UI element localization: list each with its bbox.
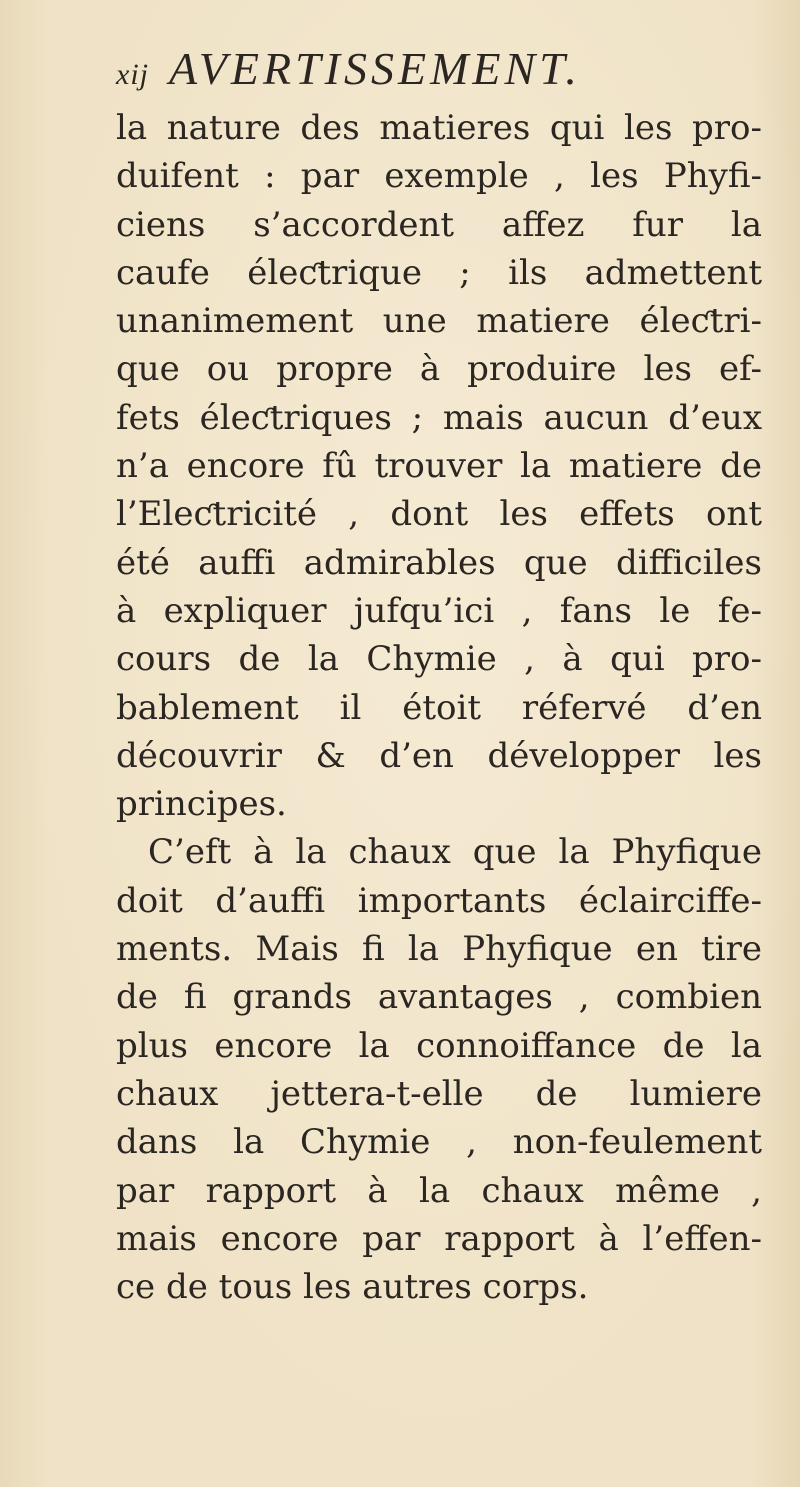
text-line: plus encore la connoiffance de la [116, 1025, 762, 1066]
text-line: l’Eleƈtricité , dont les effets ont [116, 494, 762, 535]
text-line: duifent : par exemple , les Phyfi- [116, 156, 762, 197]
text-line: mais encore par rapport à l’effen- [116, 1218, 762, 1259]
text-line: ce de tous les autres corps. [116, 1267, 589, 1308]
text-line: fets éleƈtriques ; mais aucun d’eux [116, 397, 762, 438]
text-line: bablement il étoit réfervé d’en [116, 687, 762, 728]
text-line: que ou propre à produire les ef- [116, 349, 762, 390]
page-header [116, 42, 581, 102]
text-line: doit d’auffi importants éclairciffe- [116, 880, 762, 921]
body-text [116, 104, 762, 1311]
text-line: principes. [116, 784, 287, 825]
text-line: dans la Chymie , non-feulement [116, 1122, 762, 1163]
text-line: par rapport à la chaux même , [116, 1170, 762, 1211]
page-number: xij [116, 58, 149, 91]
text-line: à expliquer jufqu’ici , fans le fe- [116, 590, 762, 631]
text-line: unanimement une matiere éleƈtri- [116, 301, 762, 342]
text-line: de fi grands avantages , combien [116, 977, 762, 1018]
text-line: chaux jettera-t-elle de lumiere [116, 1073, 762, 1114]
text-line: C’eft à la chaux que la Phyfique [148, 832, 762, 873]
text-line: été auffi admirables que difficiles [116, 542, 762, 583]
text-line: cours de la Chymie , à qui pro- [116, 639, 762, 680]
text-line: ciens s’accordent affez fur la [116, 204, 762, 245]
text-line: la nature des matieres qui les pro- [116, 108, 762, 148]
text-line: n’a encore fû trouver la matiere de [116, 446, 762, 487]
text-line: découvrir & d’en développer les [116, 735, 762, 776]
text-line: caufe éleƈtrique ; ils admettent [116, 252, 762, 293]
running-title: AVERTISSEMENT. [169, 43, 581, 94]
text-line: ments. Mais fi la Phyfique en tire [116, 929, 762, 970]
